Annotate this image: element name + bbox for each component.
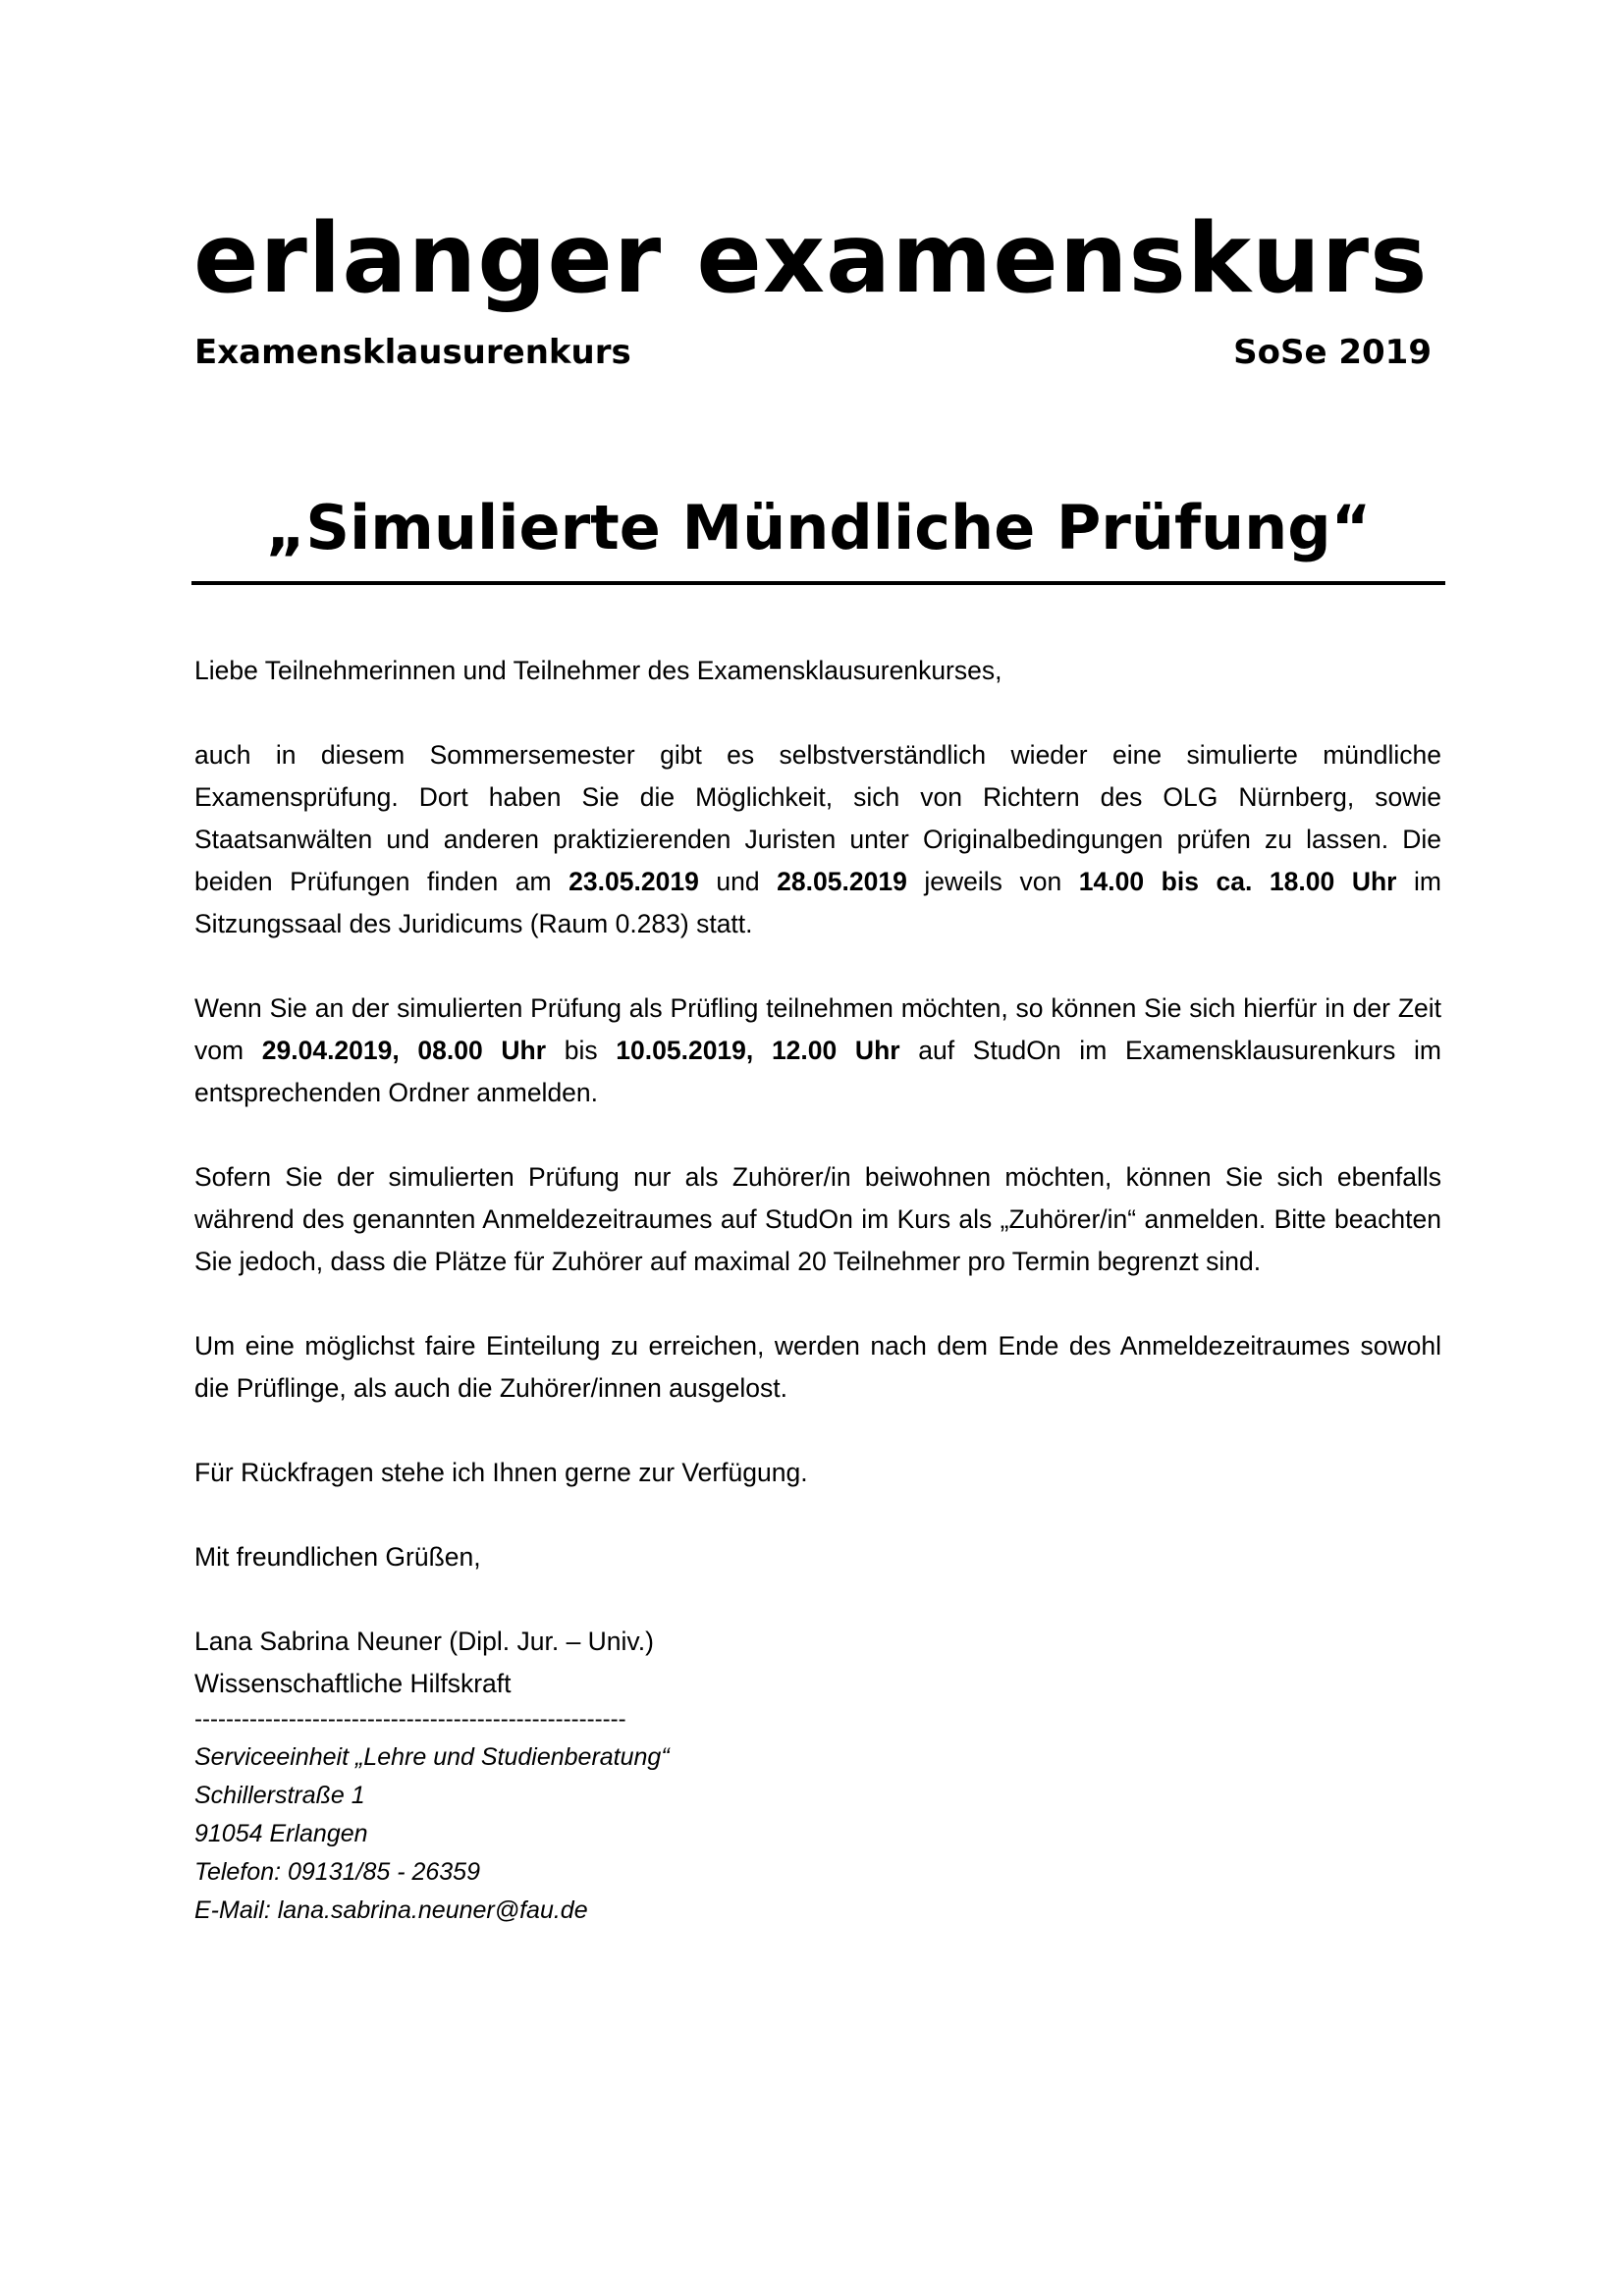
signature-block [194,1621,1441,1738]
exam-date-2: 28.05.2019 [777,867,907,896]
paragraph-exam-info [194,734,1441,945]
semester-label: SoSe 2019 [1233,333,1432,372]
text-run: auch in diesem Sommersemester gibt es selbstverständlich wieder eine simulierte mündliche Examensprüfung. Dort haben Sie die Möglichkeit, sich von Richtern des OLG Nürnberg, sowie Staatsanwälten und anderen praktizierenden Juristen unter Originalbedingungen prüfen zu lassen. Die beiden Prüfungen finden am [194,740,1441,896]
paragraph-lottery: Um eine möglichst faire Einteilung zu erreichen, werden nach dem Ende des Anmeldezeitraumes sowohl die Prüflinge, als auch die Zuhörer/innen ausgelost. [194,1331,1441,1403]
contact-city: 91054 Erlangen [194,1820,368,1847]
registration-end: 10.05.2019, 12.00 Uhr [616,1036,900,1065]
contact-unit: Serviceeinheit „Lehre und Studienberatung“ [194,1743,670,1771]
document-title: „Simulierte Mündliche Prüfung“ [191,481,1445,585]
brand-title: erlanger examenskurs [193,203,1429,315]
salutation: Liebe Teilnehmerinnen und Teilnehmer des Examensklausurenkurses, [194,656,1002,685]
divider-line: ------------------------------------------------------- [194,1706,626,1733]
contact-block [194,1738,1441,1930]
contact-email: E-Mail: lana.sabrina.neuner@fau.de [194,1896,588,1924]
paragraph-questions: Für Rückfragen stehe ich Ihnen gerne zur Verfügung. [194,1458,808,1487]
letter-body [194,650,1441,1930]
signature-name: Lana Sabrina Neuner (Dipl. Jur. – Univ.) [194,1627,654,1656]
text-run: jeweils von [906,867,1079,896]
paragraph-registration [194,988,1441,1114]
text-run: und [698,867,778,896]
signature-role: Wissenschaftliche Hilfskraft [194,1669,512,1698]
exam-time: 14.00 bis ca. 18.00 Uhr [1078,867,1397,896]
text-run: Wenn Sie an der simulierten Prüfung als Prüfling teilnehmen möchten, so können Sie sich hierfür in der Zeit vom [194,993,1441,1065]
paragraph-listeners: Sofern Sie der simulierten Prüfung nur als Zuhörer/in beiwohnen möchten, können Sie sich ebenfalls während des genannten Anmeldezeitraumes auf StudOn im Kurs als „Zuhörer/in“ anmelden. Bitte beachten Sie jedoch, dass die Plätze für Zuhörer auf maximal 20 Teilnehmer pro Termin begrenzt sind. [194,1162,1441,1276]
closing: Mit freundlichen Grüßen, [194,1542,481,1572]
text-run: auf StudOn im Examensklausurenkurs im entsprechenden Ordner anmelden. [194,1036,1442,1107]
text-run: bis [546,1036,617,1065]
text-run: im Sitzungssaal des Juridicums (Raum 0.283) statt. [194,867,1442,938]
contact-street: Schillerstraße 1 [194,1782,365,1809]
course-name: Examensklausurenkurs [194,333,631,372]
contact-phone: Telefon: 09131/85 - 26359 [194,1858,480,1886]
exam-date-1: 23.05.2019 [568,867,699,896]
registration-start: 29.04.2019, 08.00 Uhr [261,1036,547,1065]
